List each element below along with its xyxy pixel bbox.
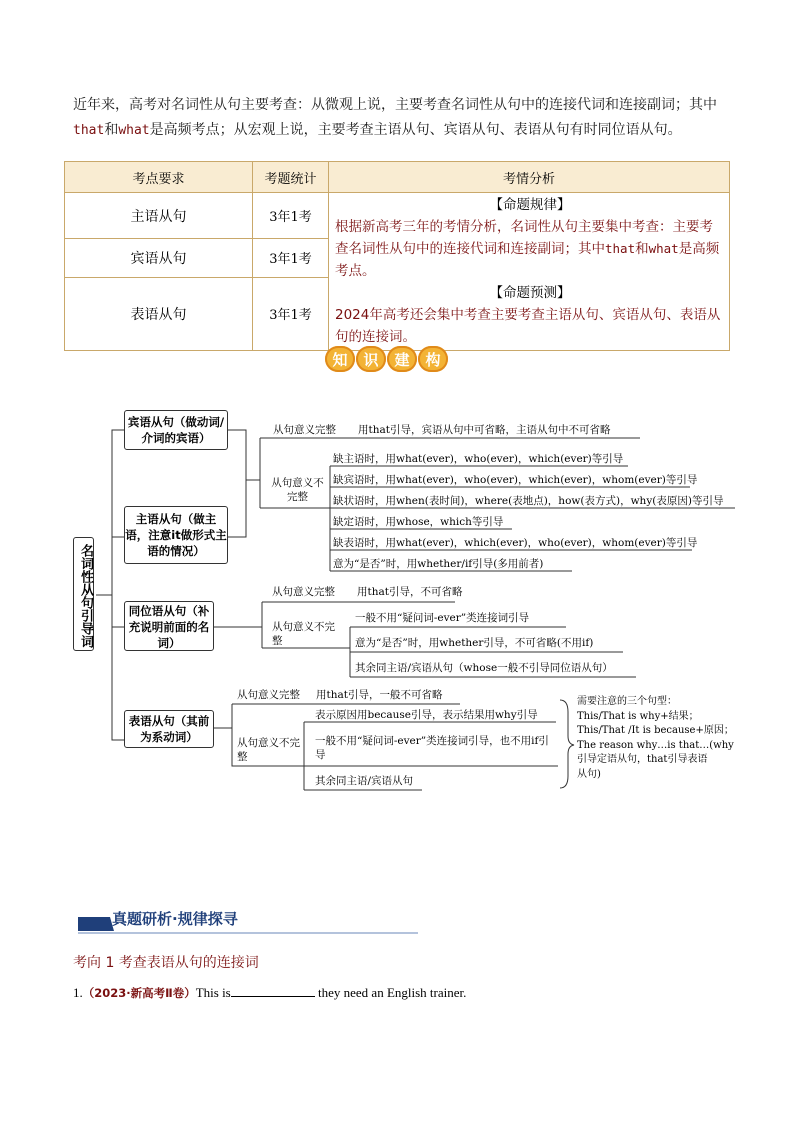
rule-and: 和	[635, 241, 649, 257]
so-complete-desc: 用that引导，宾语从句中可省略，主语从句中不可省略	[358, 424, 611, 436]
pr-item: 一般不用“疑问词-ever”类连接词引导，也不用if引导	[315, 735, 549, 761]
note-line: 引导定语从句，that引导表语	[577, 754, 708, 765]
header-analysis: 考情分析	[329, 162, 730, 193]
question-topic: 考向 1 考查表语从句的连接词	[73, 955, 259, 971]
question-1	[73, 984, 466, 1001]
section-title: 真题研析·规律探寻	[112, 910, 238, 928]
forecast-text: 2024年高考还会集中考查主要考查主语从句、宾语从句、表语从句的连接词。	[335, 307, 721, 345]
pr-complete-desc: 用that引导，一般不可省略	[316, 689, 443, 701]
so-item: 意为“是否”时，用whether/if引导(多用前者)	[333, 558, 544, 570]
ap-item: 意为“是否”时，用whether引导，不可省略(不用if)	[355, 637, 594, 649]
so-incomplete-label: 从句意义不完整	[271, 477, 324, 503]
connector-line	[112, 430, 124, 740]
object-clause-box: 宾语从句（做动词/介词的宾语）	[124, 410, 228, 450]
intro-that: that	[73, 123, 105, 138]
ap-incomplete-label: 从句意义不完整	[272, 621, 335, 647]
question-number: 1.	[73, 985, 83, 1000]
intro-what: what	[118, 123, 150, 138]
badge-char: 识	[356, 346, 386, 372]
connector-line	[228, 430, 246, 537]
note-line: This/That /It is because+原因；	[577, 725, 734, 736]
so-item: 缺主语时，用what(ever)，who(ever)，which(ever)等引导	[333, 453, 624, 465]
so-item: 缺表语时，用what(ever)，which(ever)，who(ever)，whom(ever)等引导	[333, 537, 698, 549]
badge-char: 建	[387, 346, 417, 372]
ap-item: 其余同主语/宾语从句（whose一般不引导同位语从句）	[355, 662, 613, 674]
row-item: 宾语从句	[65, 239, 253, 278]
question-text-before: This is	[195, 985, 231, 1000]
note-line: The reason why…is that…(why	[577, 739, 734, 751]
rule-text-part-2: 是高频考点。	[335, 241, 720, 279]
ap-item: 一般不用“疑问词-ever”类连接词引导	[355, 612, 530, 624]
appositive-clause-box: 同位语从句（补充说明前面的名词）	[124, 601, 214, 651]
so-item: 缺状语时，用when(表时间)，where(表地点)，how(表方式)，why(表原因)等引导	[333, 495, 724, 507]
header-requirement: 考点要求	[65, 162, 253, 193]
note-line: 从句)	[577, 768, 601, 780]
intro-and: 和	[104, 122, 119, 138]
row-item: 主语从句	[65, 193, 253, 239]
intro-text-2: 是高频考点；从宏观上说，主要考查主语从句、宾语从句、表语从句有时同位语从句。	[149, 122, 682, 138]
answer-blank[interactable]	[231, 984, 315, 997]
rule-what: what	[648, 241, 679, 256]
pr-complete-label: 从句意义完整	[237, 689, 300, 701]
note-line: 需要注意的三个句型：	[577, 696, 677, 707]
badge-char: 构	[418, 346, 448, 372]
brace-line	[560, 700, 574, 788]
rule-text-part: 根据新高考三年的考情分析，名词性从句主要集中考查：主要考查名词性从句中的连接代词和连接副词；其中	[335, 219, 713, 257]
question-source: （2023·新高考Ⅱ卷）	[82, 986, 196, 1000]
root-box: 名词性从句引导词	[73, 537, 94, 651]
pr-item: 其余同主语/宾语从句	[315, 775, 414, 787]
badge-char: 知	[325, 346, 355, 372]
note-line: This/That is why+结果；	[577, 710, 699, 722]
ap-complete-label: 从句意义完整	[272, 586, 335, 598]
rule-that: that	[605, 241, 636, 256]
row-item: 表语从句	[65, 277, 253, 350]
intro-text: 近年来，高考对名词性从句主要考查：从微观上说，主要考查名词性从句中的连接代词和连接副词；其中	[73, 97, 717, 113]
predicative-clause-box: 表语从句（其前为系动词）	[124, 710, 214, 748]
subject-clause-box: 主语从句（做主语，注意it做形式主语的情况）	[124, 506, 228, 564]
pr-item: 表示原因用because引导，表示结果用why引导	[315, 709, 538, 721]
sentence-pattern-note	[577, 695, 737, 782]
header-statistics: 考题统计	[253, 162, 329, 193]
so-item: 缺宾语时，用what(ever)，who(ever)，which(ever)，whom(ever)等引导	[333, 474, 698, 486]
row-count: 3年1考	[253, 239, 329, 278]
pr-incomplete-label: 从句意义不完整	[237, 737, 300, 763]
row-count: 3年1考	[253, 193, 329, 239]
ap-complete-desc: 用that引导，不可省略	[357, 586, 463, 598]
so-item: 缺定语时，用whose，which等引导	[333, 516, 504, 528]
row-count: 3年1考	[253, 277, 329, 350]
question-text-after: they need an English trainer.	[314, 985, 467, 1000]
rule-title: 【命题规律】	[489, 197, 571, 213]
connector-line	[96, 430, 124, 595]
so-complete-label: 从句意义完整	[273, 424, 336, 436]
forecast-title: 【命题预测】	[489, 285, 571, 301]
